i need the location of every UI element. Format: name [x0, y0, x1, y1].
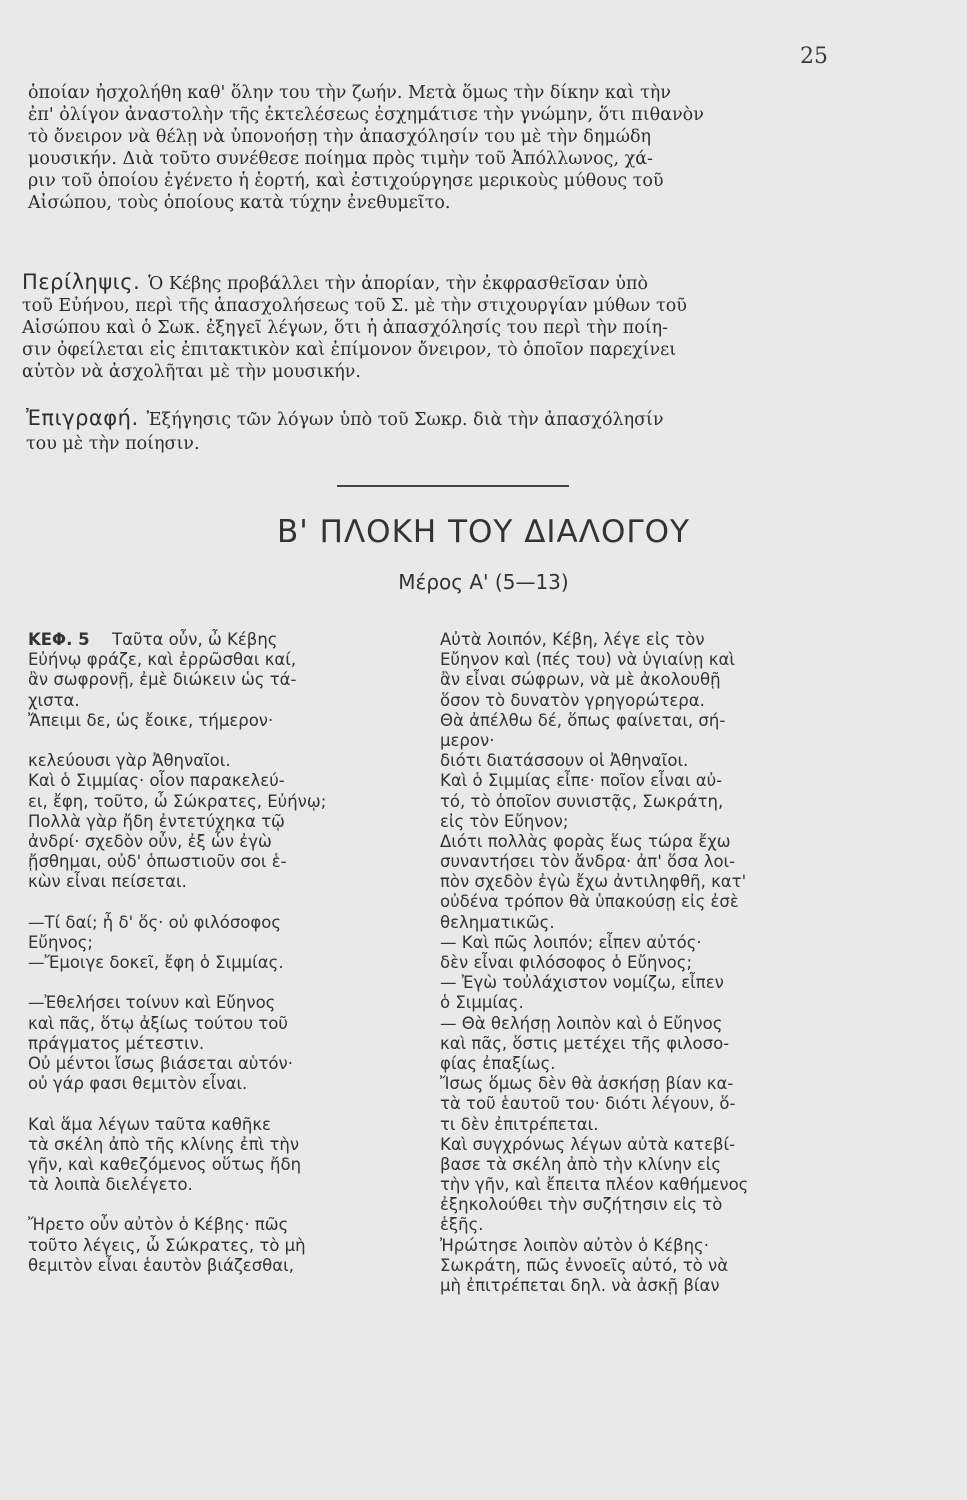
section-title: Β' ΠΛΟΚΗ ΤΟΥ ΔΙΑΛΟΓΟΥ: [277, 514, 690, 550]
ancient-text-line: χιστα.: [28, 690, 80, 710]
modern-text-line: τὰ τοῦ ἑαυτοῦ του· διότι λέγουν, ὅ-: [440, 1094, 736, 1114]
ancient-text-line: οὐ γάρ φασι θεμιτὸν εἶναι.: [28, 1074, 248, 1094]
modern-text-line: δὲν εἶναι φιλόσοφος ὁ Εὔηνος;: [440, 953, 693, 972]
ancient-text-line: —Ἔμοιγε δοκεῖ, ἔφη ὁ Σιμμίας.: [28, 953, 284, 972]
ancient-text-line: Καὶ ἅμα λέγων ταῦτα καθῆκε: [28, 1114, 271, 1134]
ancient-text-line: κὼν εἶναι πείσεται.: [28, 872, 187, 892]
ancient-text-line: —Τί δαί; ἦ δ' ὅς· οὐ φιλόσοφος: [28, 912, 282, 932]
inscription-paragraph: [26, 406, 862, 456]
modern-text-line: Σωκράτη, πῶς ἐννοεῖς αὐτό, τὸ νὰ: [440, 1255, 729, 1275]
ancient-text-line: πράγματος μέτεστιν.: [28, 1033, 205, 1053]
ancient-text-line: κελεύουσι γὰρ Ἀθηναῖοι.: [28, 751, 231, 771]
section-divider: [337, 485, 569, 487]
summary-line: Ὁ Κέβης προβάλλει τὴν ἀπορίαν, τὴν ἐκφρασθεῖσαν ὑπὸ: [148, 274, 648, 294]
summary-label: Περίληψις.: [22, 270, 141, 294]
modern-text-line: τό, τὸ ὁποῖον συνιστᾷς, Σωκράτη,: [440, 791, 724, 811]
ancient-text-line: Εὔηνος;: [28, 932, 93, 952]
modern-text-line: θεληματικῶς.: [440, 912, 555, 932]
intro-line: ὁποίαν ἠσχολήθη καθ' ὅλην του τὴν ζωήν. Μετὰ ὅμως τὴν δίκην καὶ τὴν: [28, 83, 671, 103]
chapter-first-line: [28, 630, 428, 650]
ancient-text-line: [28, 1094, 428, 1114]
ancient-text-line: Ἤρετο οὖν αὐτὸν ὁ Κέβης· πῶς: [28, 1215, 289, 1235]
inscription-line: του μὲ τὴν ποίησιν.: [26, 434, 200, 454]
inscription-line: Ἐξήγησις τῶν λόγων ὑπὸ τοῦ Σωκρ. διὰ τὴν ἀπασχόλησίν: [146, 410, 664, 430]
modern-text-line: — Ἐγὼ τοὐλάχιστον νομίζω, εἶπεν: [440, 973, 724, 993]
ancient-text-line: Εὐήνῳ φράζε, καὶ ἐρρῶσθαι καί,: [28, 650, 297, 670]
ancient-text-line: Οὐ μέντοι ἴσως βιάσεται αὑτόν·: [28, 1053, 293, 1073]
modern-text-line: Ἴσως ὅμως δὲν θὰ ἀσκήσῃ βίαν κα-: [440, 1074, 734, 1094]
inscription-label: Ἐπιγραφή.: [26, 406, 139, 430]
intro-line: τὸ ὄνειρον νὰ θέλῃ νὰ ὑπονοήσῃ τὴν ἀπασχόλησίν του μὲ τὴν δημώδη: [28, 127, 651, 147]
modern-text-line: καὶ πᾶς, ὅστις μετέχει τῆς φιλοσο-: [440, 1033, 730, 1053]
modern-text-line: ἑξῆς.: [440, 1215, 484, 1235]
ancient-text-line: τὰ λοιπὰ διελέγετο.: [28, 1175, 193, 1195]
modern-text-line: διότι διατάσσουν οἱ Ἀθηναῖοι.: [440, 751, 689, 771]
modern-text-line: πὸν σχεδὸν ἐγὼ ἔχω ἀντιληφθῆ, κατ': [440, 872, 747, 892]
ancient-text-line: —Ἐθελήσει τοίνυν καὶ Εὔηνος: [28, 993, 276, 1013]
modern-greek-column: [440, 630, 876, 1296]
summary-line: Αἰσώπου καὶ ὁ Σωκ. ἐξηγεῖ λέγων, ὅτι ἡ ἀπασχόλησίς του περὶ τὴν ποίη-: [22, 318, 669, 338]
summary-line: τοῦ Εὐήνου, περὶ τῆς ἀπασχολήσεως τοῦ Σ. μὲ τὴν στιχουργίαν μύθων τοῦ: [22, 296, 687, 316]
modern-text-line: φίας ἐπαξίως.: [440, 1053, 556, 1073]
ancient-text-line: [28, 1195, 428, 1215]
modern-text-line: συναντήσει τὸν ἄνδρα· ἀπ' ὅσα λοι-: [440, 852, 736, 872]
page-number: 25: [800, 44, 828, 69]
intro-paragraph: [28, 82, 858, 214]
ancient-text-line: γῆν, καὶ καθεζόμενος οὕτως ἤδη: [28, 1154, 302, 1174]
modern-text-line: ὅσον τὸ δυνατὸν γρηγορώτερα.: [440, 690, 705, 710]
modern-text-line: μὴ ἐπιτρέπεται δηλ. νὰ ἀσκῇ βίαν: [440, 1276, 720, 1295]
ancient-greek-column: [28, 630, 428, 1276]
ancient-text-line: ει, ἔφη, τοῦτο, ὦ Σώκρατες, Εὐήνῳ;: [28, 791, 327, 811]
ancient-text-line: καὶ πᾶς, ὅτῳ ἀξίως τούτου τοῦ: [28, 1013, 288, 1033]
modern-text-line: τι δὲν ἐπιτρέπεται.: [440, 1114, 599, 1134]
modern-text-line: ἐξηκολούθει τὴν συζήτησιν εἰς τὸ: [440, 1195, 723, 1215]
modern-text-line: εἰς τὸν Εὔηνον;: [440, 811, 569, 831]
modern-text-line: Αὐτὰ λοιπόν, Κέβη, λέγε εἰς τὸν: [440, 630, 705, 649]
modern-text-line: ὁ Σιμμίας.: [440, 993, 524, 1013]
ancient-text-line: [28, 892, 428, 912]
summary-line: αὐτὸν νὰ ἀσχολῆται μὲ τὴν μουσικήν.: [22, 362, 361, 382]
modern-text-line: Διότι πολλὰς φορὰς ἕως τώρα ἔχω: [440, 831, 731, 851]
modern-text-line: βασε τὰ σκέλη ἀπὸ τὴν κλίνην εἰς: [440, 1154, 722, 1174]
ancient-text-line: [28, 973, 428, 993]
chapter-first-line-text: Ταῦτα οὖν, ὦ Κέβης: [112, 630, 278, 649]
ancient-text-line: τοῦτο λέγεις, ὦ Σώκρατες, τὸ μὴ: [28, 1235, 306, 1255]
modern-text-line: Ἠρώτησε λοιπὸν αὐτὸν ὁ Κέβης·: [440, 1235, 709, 1255]
summary-line: σιν ὀφείλεται εἰς ἐπιτακτικὸν καὶ ἐπίμονον ὄνειρον, τὸ ὁποῖον παρεχίνει: [22, 340, 677, 360]
ancient-text-line: τὰ σκέλη ἀπὸ τῆς κλίνης ἐπὶ τὴν: [28, 1134, 300, 1154]
ancient-text-line: Πολλὰ γὰρ ἤδη ἐντετύχηκα τῷ: [28, 811, 285, 831]
intro-line: ριν τοῦ ὁποίου ἐγένετο ἡ ἑορτή, καὶ ἐστιχούργησε μερικοὺς μύθους τοῦ: [28, 171, 664, 191]
intro-line: Αἰσώπου, τοὺς ὁποίους κατὰ τύχην ἐνεθυμεῖτο.: [28, 193, 451, 213]
modern-text-line: Καὶ συγχρόνως λέγων αὐτὰ κατεβί-: [440, 1134, 736, 1154]
modern-text-line: — Θὰ θελήσῃ λοιπὸν καὶ ὁ Εὔηνος: [440, 1013, 723, 1033]
intro-line: ἐπ' ὀλίγον ἀναστολὴν τῆς ἐκτελέσεως ἐσχημάτισε τὴν γνώμην, ὅτι πιθανὸν: [28, 105, 704, 125]
modern-text-line: Θὰ ἀπέλθω δέ, ὅπως φαίνεται, σή-: [440, 710, 726, 730]
section-subtitle: Μέρος Α' (5—13): [398, 570, 569, 594]
summary-paragraph: [22, 271, 858, 383]
modern-text-line: Καὶ ὁ Σιμμίας εἶπε· ποῖον εἶναι αὐ-: [440, 771, 723, 791]
ancient-text-line: ἀνδρί· σχεδὸν οὖν, ἐξ ὧν ἐγὼ: [28, 831, 272, 851]
modern-text-line: ἂν εἶναι σώφρων, νὰ μὲ ἀκολουθῇ: [440, 670, 721, 690]
modern-text-line: Εὔηνον καὶ (πές του) νὰ ὑγιαίνῃ καὶ: [440, 650, 735, 670]
ancient-text-line: [28, 731, 428, 751]
intro-line: μουσικήν. Διὰ τοῦτο συνέθεσε ποίημα πρὸς τιμὴν τοῦ Ἀπόλλωνος, χά-: [28, 149, 653, 169]
modern-text-line: — Καὶ πῶς λοιπόν; εἶπεν αὐτός·: [440, 932, 702, 952]
chapter-label: ΚΕΦ. 5: [28, 630, 90, 649]
ancient-text-line: ἂν σωφρονῇ, ἐμὲ διώκειν ὡς τά-: [28, 670, 297, 690]
modern-text-line: οὐδένα τρόπον θὰ ὑπακούσῃ εἰς ἐσὲ: [440, 892, 739, 912]
ancient-text-line: Καὶ ὁ Σιμμίας· οἷον παρακελεύ-: [28, 771, 285, 791]
ancient-text-line: ᾔσθημαι, οὐδ' ὁπωστιοῦν σοι ἑ-: [28, 852, 287, 872]
ancient-text-line: Ἄπειμι δε, ὡς ἔοικε, τήμερον·: [28, 710, 274, 730]
modern-text-line: τὴν γῆν, καὶ ἔπειτα πλέον καθήμενος: [440, 1175, 749, 1195]
modern-text-line: μερον·: [440, 730, 495, 750]
ancient-text-line: θεμιτὸν εἶναι ἑαυτὸν βιάζεσθαι,: [28, 1255, 294, 1275]
